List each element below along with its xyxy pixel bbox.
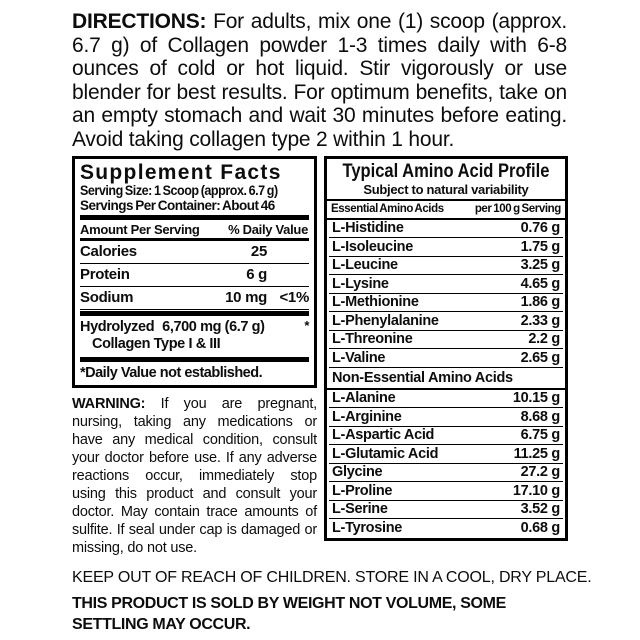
nutrition-row-calories	[80, 241, 309, 264]
warning-text: If you are pregnant, nursing, taking any medications or have any medical condition, consult your doctor before use. If any adverse reactions occur, immediately stop using this product and consult your doctor. May contain trace amounts of sulfite. If seal under cap is damaged or missing, do not use.	[72, 395, 317, 557]
amino-row	[329, 501, 563, 520]
amino-row	[329, 464, 563, 483]
amino-value: 6.75 g	[520, 427, 560, 444]
amino-value: 2.33 g	[520, 312, 560, 329]
amino-row	[329, 238, 563, 257]
directions-text: For adults, mix one (1) scoop (approx. 6.7 g) of Collagen powder 1-3 times daily with 6-8 ounces of cold or hot liquid. Stir vigorously or use blender for best results. For optimum benefits, take on an empty stomach and wait 30 minutes before eating. Avoid taking collagen type 2 within 1 hour.	[72, 10, 568, 151]
nutrition-row-protein	[80, 264, 309, 287]
amino-value: 2.2 g	[528, 331, 560, 348]
amino-name: L-Valine	[332, 349, 386, 366]
amino-row	[329, 427, 563, 446]
non-essential-header: Non-Essential Amino Acids	[327, 368, 565, 390]
nutrient-name: Protein	[80, 266, 130, 284]
amino-value: 27.2 g	[520, 464, 560, 481]
amino-name: L-Alanine	[332, 390, 396, 407]
nutrient-name: Calories	[80, 243, 137, 261]
keep-out-of-reach-text: KEEP OUT OF REACH OF CHILDREN. STORE IN A COOL, DRY PLACE.	[72, 569, 592, 587]
amino-value: 2.65 g	[520, 349, 560, 366]
nutrient-dv: <1%	[279, 289, 309, 307]
amino-value: 8.68 g	[520, 408, 560, 425]
amino-name: L-Aspartic Acid	[332, 427, 435, 444]
amino-name: L-Phenylalanine	[332, 312, 439, 329]
amino-name: L-Histidine	[332, 220, 404, 237]
amino-row	[329, 220, 563, 239]
amino-value: 17.10 g	[512, 482, 560, 499]
daily-value-label: % Daily Value	[228, 221, 308, 237]
hydrolyzed-asterisk: *	[304, 317, 309, 333]
amino-value: 0.76 g	[520, 220, 560, 237]
amino-value: 4.65 g	[520, 275, 560, 292]
amino-name: L-Threonine	[332, 331, 413, 348]
essential-amino-rows	[327, 220, 565, 368]
amino-value: 3.25 g	[520, 257, 560, 274]
hydrolyzed-amount: 6,700 mg (6.7 g)	[162, 318, 265, 335]
amount-per-serving-label: Amount Per Serving	[80, 221, 200, 237]
essential-amino-acids-label: Essential Amino Acids	[331, 202, 444, 215]
amino-name: L-Lysine	[332, 275, 389, 292]
amino-row	[329, 275, 563, 294]
amino-row	[329, 519, 563, 538]
nutrient-amount: 6 g	[246, 266, 267, 284]
amino-row	[329, 482, 563, 501]
divider-bar	[80, 357, 309, 362]
warning-label: WARNING:	[72, 395, 146, 412]
amino-row	[329, 349, 563, 368]
daily-value-footnote: *Daily Value not established.	[80, 364, 263, 381]
amino-value: 1.75 g	[520, 238, 560, 255]
left-column	[72, 156, 317, 558]
nutrition-row-sodium	[80, 287, 309, 310]
directions-label: DIRECTIONS:	[72, 10, 207, 33]
non-essential-amino-rows	[327, 390, 565, 538]
hydrolyzed-name: Hydrolyzed	[80, 318, 155, 335]
amino-name: L-Methionine	[332, 294, 419, 311]
divider-bar	[80, 311, 309, 316]
nutrient-amount: 10 mg	[225, 289, 267, 307]
nutrient-amount: 25	[250, 243, 267, 261]
amino-name: L-Isoleucine	[332, 238, 413, 255]
panels-row	[72, 156, 567, 558]
amino-name: L-Serine	[332, 501, 388, 518]
nutrition-header-row	[80, 221, 309, 241]
serving-size: Serving Size: 1 Scoop (approx. 6.7 g)	[80, 182, 278, 198]
supplement-facts-title: Supplement Facts	[80, 160, 282, 184]
amino-value: 11.25 g	[513, 445, 560, 462]
amino-name: L-Glutamic Acid	[332, 445, 439, 462]
hydrolyzed-line1	[80, 319, 309, 337]
amino-name: Glycine	[332, 464, 383, 481]
amino-value: 10.15 g	[512, 390, 560, 407]
amino-panel-subtitle: Subject to natural variability	[327, 182, 565, 201]
amino-row	[329, 312, 563, 331]
supplement-facts-panel	[72, 156, 317, 388]
amino-name: L-Arginine	[332, 408, 402, 425]
servings-per-container: Servings Per Container: About 46	[80, 198, 275, 214]
hydrolyzed-collagen-row	[80, 317, 309, 356]
nutrient-name: Sodium	[80, 289, 134, 307]
amino-name: L-Proline	[332, 482, 393, 499]
amino-acid-panel	[324, 156, 568, 541]
amino-row	[329, 294, 563, 313]
amino-name: L-Leucine	[332, 257, 398, 274]
amino-row	[329, 408, 563, 427]
amino-row	[329, 445, 563, 464]
amino-value: 1.86 g	[520, 294, 560, 311]
warning-paragraph	[72, 395, 317, 558]
amino-row	[329, 331, 563, 350]
amino-value: 3.52 g	[520, 501, 560, 518]
per-100g-serving-label: per 100 g Serving	[474, 202, 561, 215]
amino-value: 0.68 g	[520, 520, 560, 537]
essential-header-row	[327, 201, 565, 220]
amino-row	[329, 257, 563, 276]
sold-by-weight-text: THIS PRODUCT IS SOLD BY WEIGHT NOT VOLUME, SOME SETTLING MAY OCCUR.	[72, 595, 506, 633]
divider-bar	[80, 215, 309, 220]
directions-paragraph	[72, 10, 567, 152]
amino-panel-title: Typical Amino Acid Profile	[342, 160, 550, 182]
hydrolyzed-line2: Collagen Type I & III	[92, 336, 221, 353]
amino-row	[329, 390, 563, 409]
amino-name: L-Tyrosine	[332, 520, 403, 537]
